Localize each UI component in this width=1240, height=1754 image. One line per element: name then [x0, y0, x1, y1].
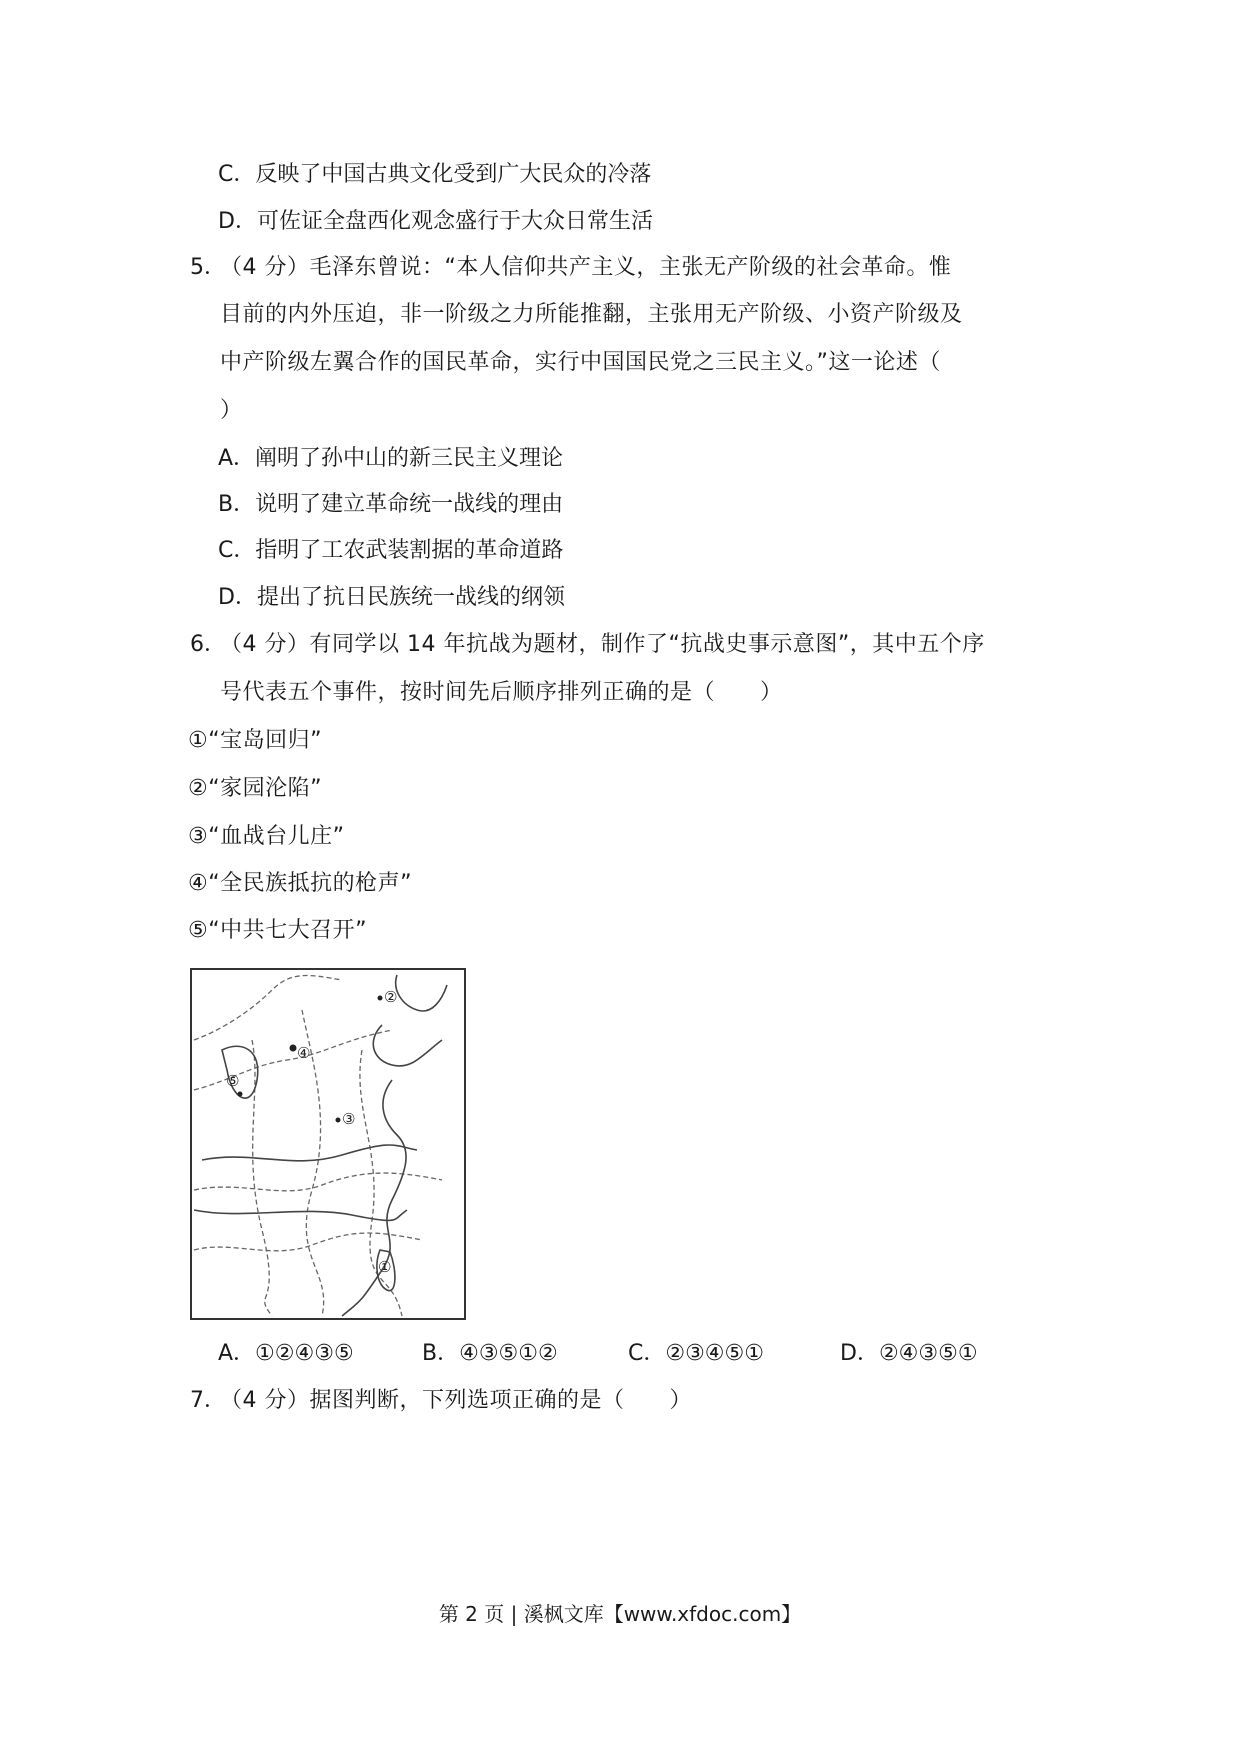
map-drawing: [192, 970, 464, 1318]
q5-stem-line2: 目前的内外压迫，非一阶级之力所能推翻，主张用无产阶级、小资产阶级及: [220, 302, 963, 327]
q6-option-b: B．④③⑤①②: [422, 1341, 558, 1366]
map-point-3: [336, 1118, 341, 1123]
q5-option-a: A．阐明了孙中山的新三民主义理论: [218, 446, 564, 471]
q4-option-c: C．反映了中国古典文化受到广大民众的冷落: [218, 162, 652, 187]
map-border-north: [194, 976, 342, 1040]
q5-stem-line4: ）: [220, 398, 243, 423]
q6-option-d: D．②④③⑤①: [840, 1341, 978, 1366]
anti-japanese-war-map: [190, 968, 466, 1320]
map-border-line: [194, 1173, 442, 1191]
q5-stem-line3: 中产阶级左翼合作的国民革命，实行中国国民党之三民主义。”这一论述（: [220, 350, 941, 375]
page-footer: 第 2 页 | 溪枫文库【www.xfdoc.com】: [438, 1602, 802, 1626]
q6-number: 6．: [190, 632, 226, 657]
q5-option-c: C．指明了工农武装割据的革命道路: [218, 538, 564, 563]
q6-stem-line2: 号代表五个事件，按时间先后顺序排列正确的是（ ）: [220, 680, 783, 705]
q6-option-a: A．①②④③⑤: [218, 1341, 354, 1366]
q5-stem-line1: （4 分）毛泽东曾说：“本人信仰共产主义，主张无产阶级的社会革命。惟: [220, 255, 952, 280]
map-marker-3: ③: [342, 1110, 356, 1128]
map-yellow-river: [202, 1145, 417, 1161]
q5-option-b: B．说明了建立革命统一战线的理由: [218, 492, 564, 517]
q6-event-3: ③“血战台儿庄”: [188, 824, 345, 849]
map-marker-1: ①: [378, 1258, 392, 1276]
map-yangtze-river: [194, 1210, 407, 1220]
map-point-5: [238, 1092, 243, 1097]
q6-event-1: ①“宝岛回归”: [188, 728, 323, 753]
q5-option-d: D．提出了抗日民族统一战线的纲领: [218, 585, 565, 610]
q7-number: 7．: [190, 1388, 226, 1413]
q6-option-c: C．②③④⑤①: [628, 1341, 764, 1366]
map-marker-2: ②: [384, 988, 398, 1006]
map-border-line: [252, 1040, 272, 1316]
q5-number: 5．: [190, 255, 226, 280]
q6-event-5: ⑤“中共七大召开”: [188, 918, 368, 943]
q6-stem-line1: （4 分）有同学以 14 年抗战为题材，制作了“抗战史事示意图”，其中五个序: [220, 632, 985, 657]
map-coast-bohai: [373, 1025, 442, 1066]
q6-event-4: ④“全民族抵抗的枪声”: [188, 871, 413, 896]
map-coast-northeast: [396, 975, 447, 1011]
map-point-beijing: [290, 1045, 297, 1052]
q7-stem-line1: （4 分）据图判断，下列选项正确的是（ ）: [220, 1388, 692, 1413]
map-marker-5: ⑤: [226, 1072, 240, 1090]
q6-event-2: ②“家园沦陷”: [188, 776, 323, 801]
map-point-2: [378, 996, 383, 1001]
map-marker-4: ④: [297, 1044, 311, 1062]
q4-option-d: D．可佐证全盘西化观念盛行于大众日常生活: [218, 209, 653, 234]
